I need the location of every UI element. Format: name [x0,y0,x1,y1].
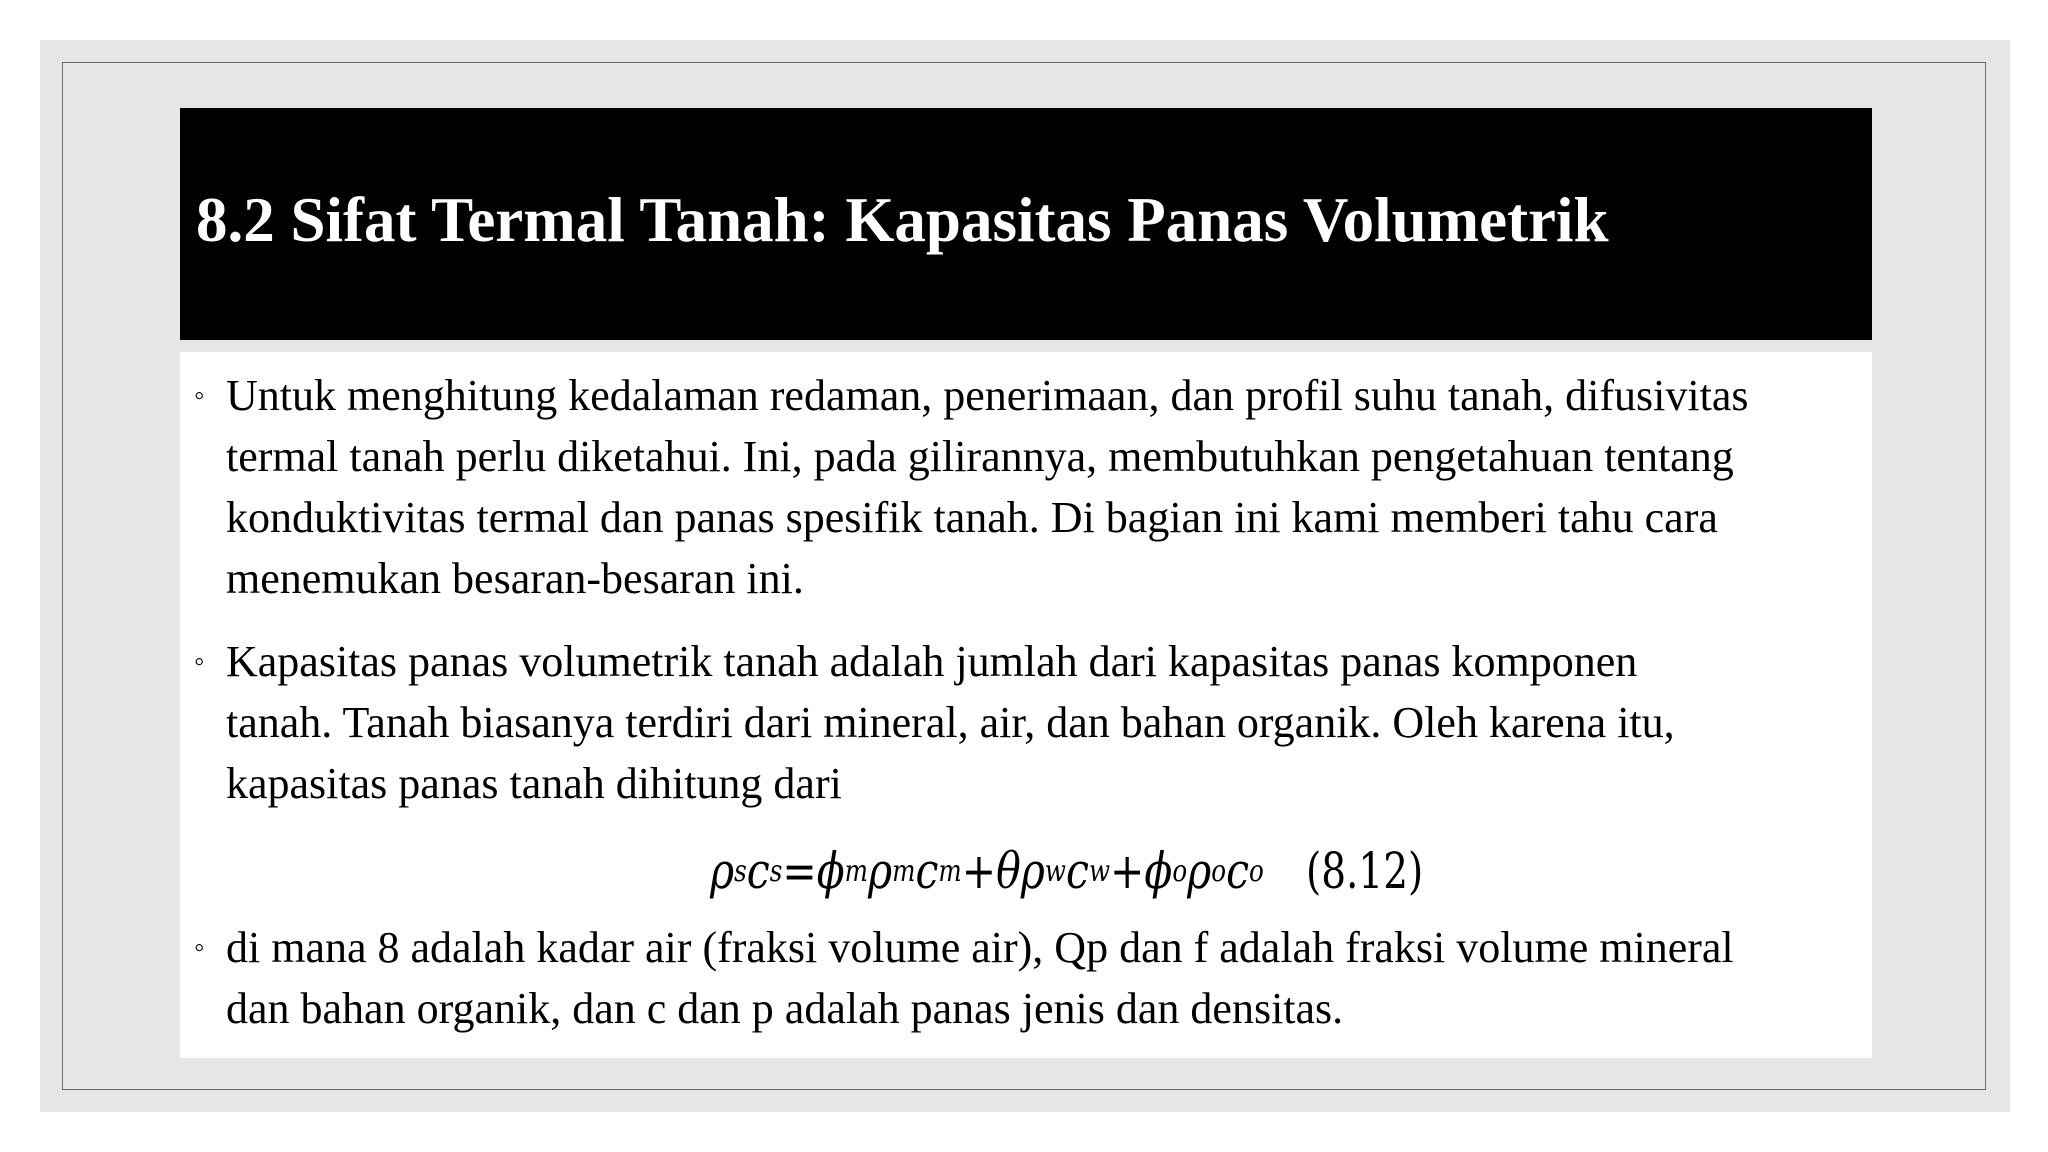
bullet-3-line-1: di mana 8 adalah kadar air (fraksi volume air), Qp dan f adalah fraksi volume mineral [226,923,1734,972]
equation-8-12: ρ s c s = ϕ m ρ m c m + θ ρ w c w + ϕ o ρ o c o [710,842,1264,900]
equation-number: (8.12) [1306,842,1424,900]
content-area [180,352,1872,1058]
slide-title: 8.2 Sifat Termal Tanah: Kapasitas Panas Volumetrik [196,185,1609,255]
bullet-marker: ◦ [194,931,205,964]
bullet-2-line-2: tanah. Tanah biasanya terdiri dari mineral, air, dan bahan organik. Oleh karena itu, [226,698,1675,747]
bullet-3-line-2: dan bahan organik, dan c dan p adalah panas jenis dan densitas. [226,984,1344,1033]
bullet-item-2 [194,631,1846,814]
bullet-1-line-2: termal tanah perlu diketahui. Ini, pada gilirannya, membutuhkan pengetahuan tentang [226,432,1734,481]
title-bar [180,108,1872,340]
bullet-1-line-1: Untuk menghitung kedalaman redaman, penerimaan, dan profil suhu tanah, difusivitas [226,371,1749,420]
bullet-item-3 [194,917,1846,1039]
bullet-1-line-4: menemukan besaran-besaran ini. [226,554,804,603]
bullet-2-line-1: Kapasitas panas volumetrik tanah adalah jumlah dari kapasitas panas komponen [226,637,1638,686]
bullet-item-1 [194,365,1846,609]
bullet-marker: ◦ [194,379,205,412]
bullet-1-line-3: konduktivitas termal dan panas spesifik tanah. Di bagian ini kami memberi tahu cara [226,493,1718,542]
bullet-2-line-3: kapasitas panas tanah dihitung dari [226,759,842,808]
bullet-marker: ◦ [194,645,205,678]
